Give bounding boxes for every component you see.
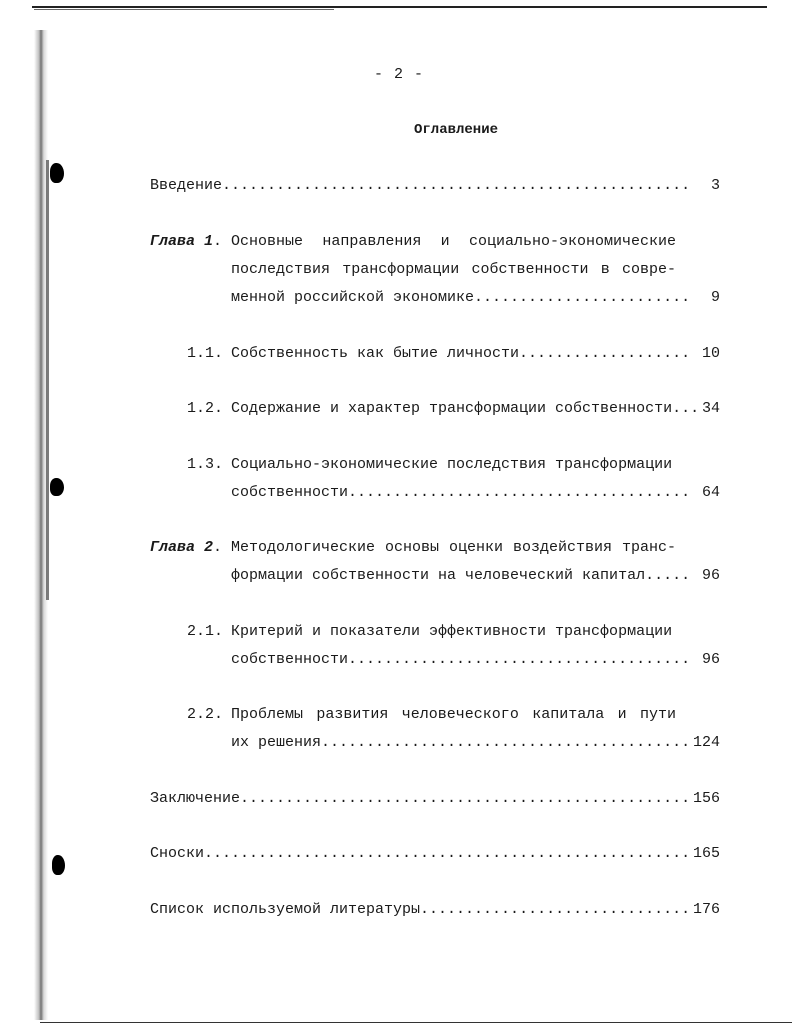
toc-entry-page: 9 [710,289,720,306]
toc-chapter-line: Методологические основы оценки воздействия транс- [231,539,676,556]
toc-chapter-line-leader [231,567,690,584]
toc-section-1-3[interactable]: Социально-экономические последствия трансформации [231,456,673,473]
toc-chapter-line: формации собственности на человеческий капитал [231,567,646,584]
scan-border-top-shadow [34,9,334,10]
chapter-prefix: Глава 2 [150,539,214,556]
punch-hole-bottom [52,855,65,875]
toc-section-number: 2.2. [187,706,224,723]
scan-border-bottom [40,1022,792,1023]
toc-entry-label: Собственность как бытие личности [231,345,520,362]
toc-leader-dots [348,651,690,668]
toc-entry-label: собственности [231,484,349,501]
page-number: - 2 - [373,66,424,83]
toc-leader-dots [240,790,690,807]
binding-edge [46,160,49,600]
scan-border-top [32,6,767,8]
toc-leader-dots [474,289,690,306]
toc-entry-label: Введение [150,177,223,194]
toc-section-number: 1.2. [187,400,224,417]
toc-entry-page: 34 [701,400,720,417]
toc-entry-conclusion[interactable] [150,790,690,807]
chapter-prefix: Глава 1 [150,233,214,250]
toc-leader-dots [672,400,696,417]
toc-entry-notes[interactable] [150,845,690,862]
toc-entry-label: Заключение [150,790,241,807]
toc-entry-page: 176 [692,901,720,918]
toc-entry-page: 96 [701,651,720,668]
toc-section-line-leader [231,651,690,668]
toc-section-line-leader [231,484,690,501]
toc-leader-dots [645,567,690,584]
toc-entry-label: Сноски [150,845,205,862]
toc-leader-dots [420,901,690,918]
toc-entry-label: их решения [231,734,322,751]
toc-section-1-1[interactable] [231,345,690,362]
toc-chapter-line: последствия трансформации собственности в совре- [231,261,676,278]
toc-leader-dots [519,345,690,362]
toc-leader-dots [348,484,690,501]
toc-chapter-1[interactable]: Глава 1. [150,233,223,250]
toc-section-number: 2.1. [187,623,224,640]
toc-section-number: 1.1. [187,345,224,362]
toc-leader-dots [222,177,690,194]
toc-chapter-line: Основные направления и социально-экономические [231,233,676,250]
toc-chapter-line-leader [231,289,690,306]
toc-section-line-leader [231,734,690,751]
toc-chapter-line: менной российской экономике [231,289,475,306]
toc-entry-page: 165 [692,845,720,862]
toc-entry-literature[interactable] [150,901,690,918]
toc-entry-page: 64 [701,484,720,501]
punch-hole-top [50,163,64,183]
toc-entry-page: 10 [701,345,720,362]
toc-section-2-1[interactable]: Критерий и показатели эффективности трансформации [231,623,673,640]
toc-section-1-2[interactable] [231,400,696,417]
punch-hole-middle [50,478,64,496]
toc-section-number: 1.3. [187,456,224,473]
toc-entry-page: 3 [710,177,720,194]
toc-leader-dots [204,845,690,862]
toc-section-2-2[interactable]: Проблемы развития человеческого капитала и пути [231,706,676,723]
toc-entry-page: 156 [692,790,720,807]
toc-entry-intro[interactable] [150,177,690,194]
toc-chapter-2[interactable]: Глава 2. [150,539,223,556]
toc-entry-label: Список используемой литературы [150,901,421,918]
toc-leader-dots [321,734,690,751]
toc-title: Оглавление [413,122,498,138]
toc-entry-label: Содержание и характер трансформации собственности [231,400,673,417]
toc-entry-page: 124 [692,734,720,751]
toc-entry-page: 96 [701,567,720,584]
toc-entry-label: собственности [231,651,349,668]
